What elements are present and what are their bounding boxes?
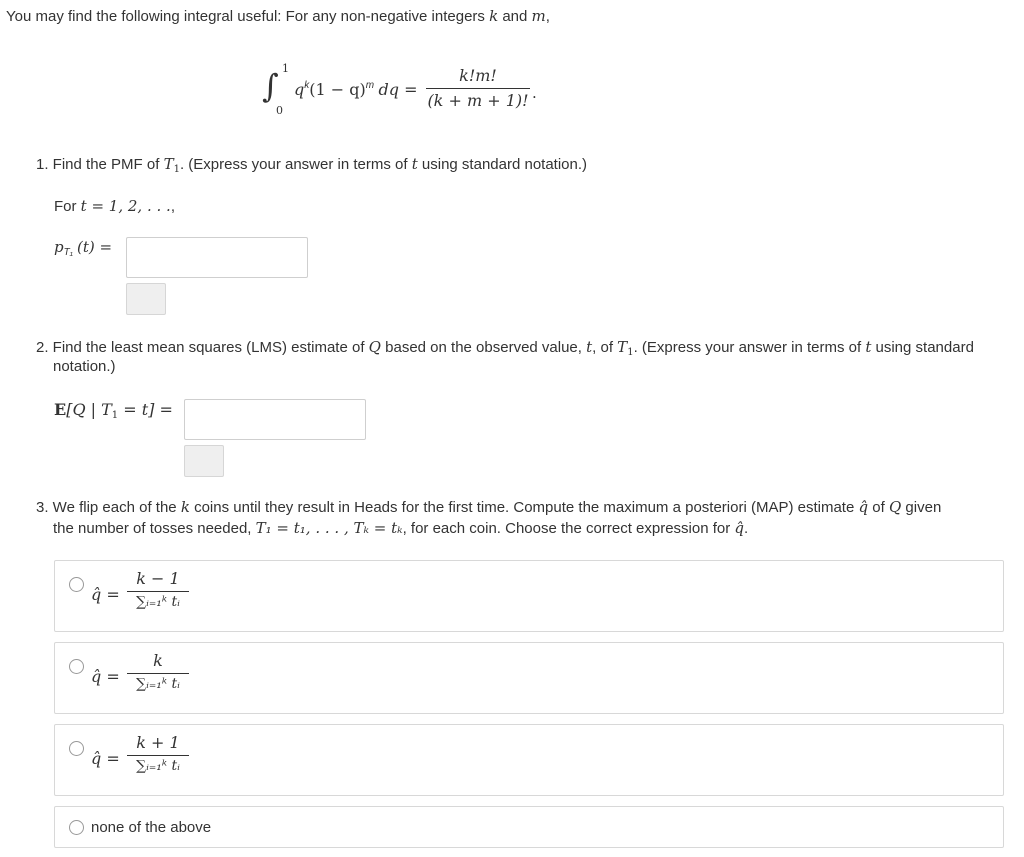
- question-1-domain: For t = 1, 2, . . .,: [54, 197, 175, 215]
- pmf-preview-button[interactable]: [126, 283, 166, 315]
- map-option-1-radio[interactable]: [69, 577, 84, 592]
- map-option-3-radio[interactable]: [69, 741, 84, 756]
- map-option-1-lhs: q̂ =: [91, 585, 120, 604]
- integral-fraction: k!m! (k + m + 1)!: [427, 66, 529, 110]
- question-3-text-line2: the number of tosses needed, T₁ = t₁, . . . , Tₖ = tₖ, for each coin. Choose the correct expression for q̂.: [53, 519, 749, 537]
- question-1-answer-label: $p_{T_1}$ (t) =: [54, 238, 113, 258]
- map-option-3[interactable]: [54, 724, 1004, 796]
- map-option-3-lhs: q̂ =: [91, 749, 120, 768]
- map-option-none-label: none of the above: [91, 819, 212, 836]
- pmf-answer-input[interactable]: [126, 237, 308, 278]
- question-1-text: 1. Find the PMF of $T_1$. (Express your answer in terms of t using standard notation.): [36, 155, 588, 175]
- map-option-none[interactable]: [54, 806, 1004, 848]
- integral-formula: ∫ 1 0 $q^k(1 - q)^m$ dq = k!m! (k + m + 1)! .: [262, 62, 537, 117]
- question-3-text-line1: 3. We flip each of the k coins until they result in Heads for the first time. Compute the maximum a posteriori (MAP) estimate q̂ of Q given: [36, 498, 942, 516]
- map-option-2[interactable]: [54, 642, 1004, 714]
- map-option-none-radio[interactable]: [69, 820, 84, 835]
- question-2-text-line1: 2. Find the least mean squares (LMS) estimate of Q based on the observed value, t, of $T_1$. (Express your answer in terms of t using standard: [36, 338, 974, 358]
- question-2-text-line2: notation.): [53, 358, 116, 375]
- intro-text: You may find the following integral useful: For any non-negative integers k and m,: [6, 7, 550, 25]
- map-option-2-radio[interactable]: [69, 659, 84, 674]
- map-option-3-fraction: k + 1 ∑ᵢ₌₁ᵏ tᵢ: [127, 733, 189, 774]
- lms-preview-button[interactable]: [184, 445, 224, 477]
- map-option-2-fraction: k ∑ᵢ₌₁ᵏ tᵢ: [127, 651, 189, 692]
- lms-answer-input[interactable]: [184, 399, 366, 440]
- map-option-1[interactable]: [54, 560, 1004, 632]
- map-option-2-lhs: q̂ =: [91, 667, 120, 686]
- question-2-answer-label: E[Q | $T_1 = t$] =: [54, 400, 173, 421]
- map-option-1-fraction: k − 1 ∑ᵢ₌₁ᵏ tᵢ: [127, 569, 189, 610]
